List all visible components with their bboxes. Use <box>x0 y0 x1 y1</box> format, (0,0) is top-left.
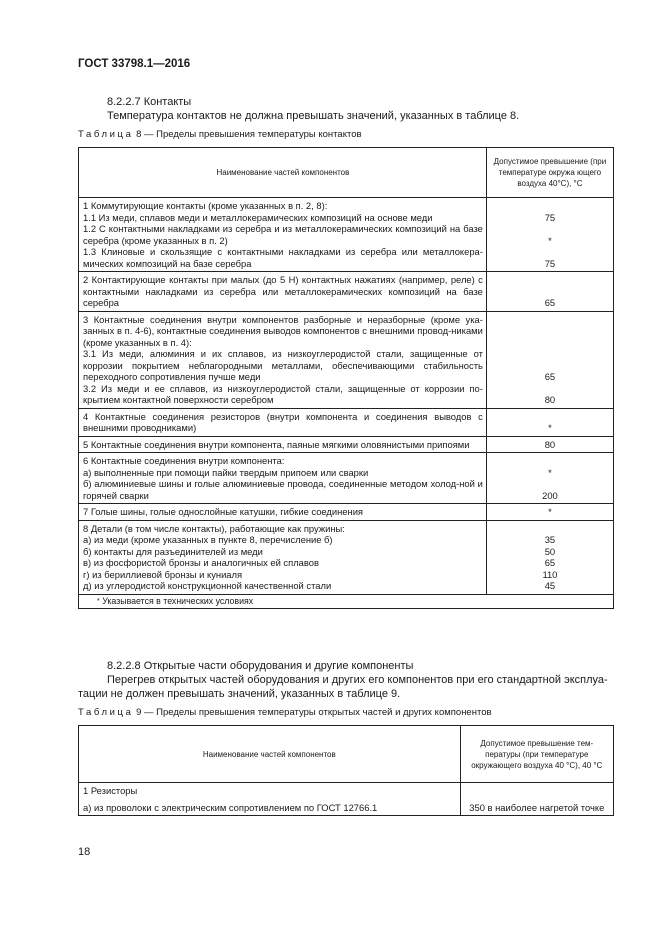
table9-col2-header: Допустимое превышение тем-пературы (при температуре окружающего воздуха 40 °С), 40 °С <box>460 726 613 783</box>
table-row <box>79 198 614 272</box>
table8 <box>78 147 614 609</box>
footnote-text: Указывается в технических условиях <box>102 595 254 606</box>
section-text-8228-line2: тации не должен превышать значений, указанных в таблице 9. <box>78 688 401 700</box>
table8-row-value: * <box>548 506 552 517</box>
table8-row-text: 4 Контактные соединения резисторов (внутри компонента и соединения выводов с внешними проводниками) <box>83 410 483 433</box>
table8-name-cell <box>79 272 487 312</box>
table8-row-text: в) из фосфористой бронзы и аналогичных ей сплавов <box>83 557 319 568</box>
table8-row-value: 65 <box>544 297 556 308</box>
table8-row-text: б) алюминиевые шины и голые алюминиевые провода, соединенные методом холод-ной и горячей сварки <box>83 478 483 501</box>
table8-row-value: 200 <box>542 489 558 501</box>
table-row <box>79 453 614 504</box>
table8-row-text: 2 Контактирующие контакты при малых (до 5 Н) контактных нажатиях (например, реле) с контактными накладками из серебра или металлокерамических композиций на базе серебра <box>83 274 483 308</box>
table-row <box>79 520 614 594</box>
table8-row-text: 7 Голые шины, голые однослойные катушки, гибкие соединения <box>83 506 364 517</box>
table8-name-cell <box>79 436 487 453</box>
table8-row-text: 8 Детали (в том числе контакты), работающие как пружины: <box>83 522 345 534</box>
table8-row-value: * <box>548 234 552 246</box>
table9-caption <box>78 707 492 718</box>
table9-col1-header: Наименование частей компонентов <box>79 726 461 783</box>
table8-row-text: а) выполненные при помощи пайки твердым припоем или сварки <box>83 466 369 478</box>
table8-row-value: * <box>548 466 552 478</box>
table-row <box>79 783 614 816</box>
table8-row-text: г) из бериллиевой бронзы и куниаля <box>83 568 243 580</box>
table9-caption-title: 9 — Пределы превышения температуры открытых частей и других компонентов <box>136 707 492 718</box>
table8-row-value: 110 <box>542 568 558 580</box>
table8-col2-header: Допустимое превышение (при температуре окружа ющего воздуха 40°С), °С <box>486 148 613 198</box>
table8-row-value: 35 <box>544 534 556 545</box>
table8-value-cell <box>486 520 613 594</box>
table8-row-text: 3.1 Из меди, алюминия и их сплавов, из низкоуглеродистой стали, защищенные от коррозии покрытием неблагородными металлами, обеспечивающими стабильность переходного сопротивления пучше меди <box>83 348 483 382</box>
table8-row-value: 65 <box>544 557 556 568</box>
table8-row-value: 80 <box>544 394 556 405</box>
table8-name-cell <box>79 408 487 436</box>
table-row <box>79 311 614 408</box>
section-text-8228-line1: Перегрев открытых частей оборудования и других его компонентов при его стандартной эксплуа- <box>107 674 608 686</box>
table8-row-text: 1.2 С контактными накладками из серебра и из металлокерамических композиций на базе серебра (кроме указанных в п. 2) <box>83 223 483 246</box>
table8-value-cell <box>486 311 613 408</box>
table8-row-value <box>489 200 611 212</box>
table8-value-cell <box>486 198 613 272</box>
table8-row-value: 75 <box>544 211 556 223</box>
table-row <box>79 272 614 312</box>
table8-name-cell <box>79 453 487 504</box>
table8-footnote <box>79 594 614 609</box>
table8-row-text: 3.2 Из меди и ее сплавов, из низкоуглеродистой стали, защищенные от коррозии по-крытием контактной поверхности серебром <box>83 382 483 405</box>
table8-row-text: 1.1 Из меди, сплавов меди и металлокерамических композиций на основе меди <box>83 211 433 223</box>
table9-row-text: 1 Резисторы <box>83 785 138 796</box>
table8-value-cell <box>486 436 613 453</box>
table8-row-text: б) контакты для разъединителей из меди <box>83 545 263 557</box>
table8-value-cell <box>486 272 613 312</box>
section-heading-8228: 8.2.2.8 Открытые части оборудования и другие компоненты <box>107 660 414 672</box>
table8-row-text: 1.3 Клиновые и скользящие с контактными накладками из серебра или металлокера-мических композиций на базе серебра <box>83 246 483 269</box>
document-id: ГОСТ 33798.1—2016 <box>78 58 191 70</box>
table9-row-value: 350 в наиболее нагретой точке <box>469 801 605 813</box>
table8-value-cell <box>486 453 613 504</box>
table8-name-cell <box>79 520 487 594</box>
table8-name-cell <box>79 198 487 272</box>
table9-caption-prefix: Таблица <box>78 707 134 718</box>
table8-name-cell <box>79 504 487 521</box>
table8-row-text: 3 Контактные соединения внутри компонентов разборные и неразборные (кроме ука-занных в п. 4-6), контактные соединения выводов компонентов с внешними провод-никами (кроме указанных в п. 4): <box>83 313 483 348</box>
footnote-mark: * <box>97 597 100 605</box>
page-number: 18 <box>78 846 91 858</box>
section-heading-8227: 8.2.2.7 Контакты <box>107 96 192 108</box>
table8-value-cell <box>486 408 613 436</box>
table8-row-value: 50 <box>544 545 556 557</box>
table8-row-value <box>489 455 611 467</box>
table9-value-cell <box>460 783 613 816</box>
table8-footnote-row <box>79 594 614 609</box>
table9-row-text: а) из проволоки с электрическим сопротивлением по ГОСТ 12766.1 <box>83 801 378 813</box>
table9-row-value <box>465 785 609 797</box>
table8-row-value: * <box>548 422 552 433</box>
table8-row-value: 45 <box>544 580 556 591</box>
table8-row-text: 6 Контактные соединения внутри компонента: <box>83 455 285 466</box>
table8-caption-title: 8 — Пределы превышения температуры контактов <box>136 129 362 140</box>
table8-row-value <box>489 523 611 535</box>
table8-row-value <box>489 314 611 349</box>
table8-col1-header: Наименование частей компонентов <box>79 148 487 198</box>
table-row <box>79 504 614 521</box>
table8-row-value: 75 <box>544 257 556 269</box>
table8-row-value: 80 <box>544 438 556 450</box>
table8-row-value: 65 <box>544 371 556 382</box>
table8-row-text: 5 Контактные соединения внутри компонента, паяные мягкими оловянистыми припоями <box>83 438 470 450</box>
table-row <box>79 436 614 453</box>
table8-name-cell <box>79 311 487 408</box>
table8-caption-prefix: Таблица <box>78 129 134 140</box>
table-row <box>79 408 614 436</box>
table8-value-cell <box>486 504 613 521</box>
section-text-8227: Температура контактов не должна превышать значений, указанных в таблице 8. <box>107 110 520 122</box>
table8-row-text: 1 Коммутирующие контакты (кроме указанных в п. 2, 8): <box>83 200 328 211</box>
table9-name-cell <box>79 783 461 816</box>
table9 <box>78 725 614 816</box>
table8-caption <box>78 129 362 140</box>
table8-row-text: а) из меди (кроме указанных в пункте 8, перечисление б) <box>83 534 333 545</box>
table8-row-text: д) из углеродистой конструкционной качественной стали <box>83 580 332 591</box>
